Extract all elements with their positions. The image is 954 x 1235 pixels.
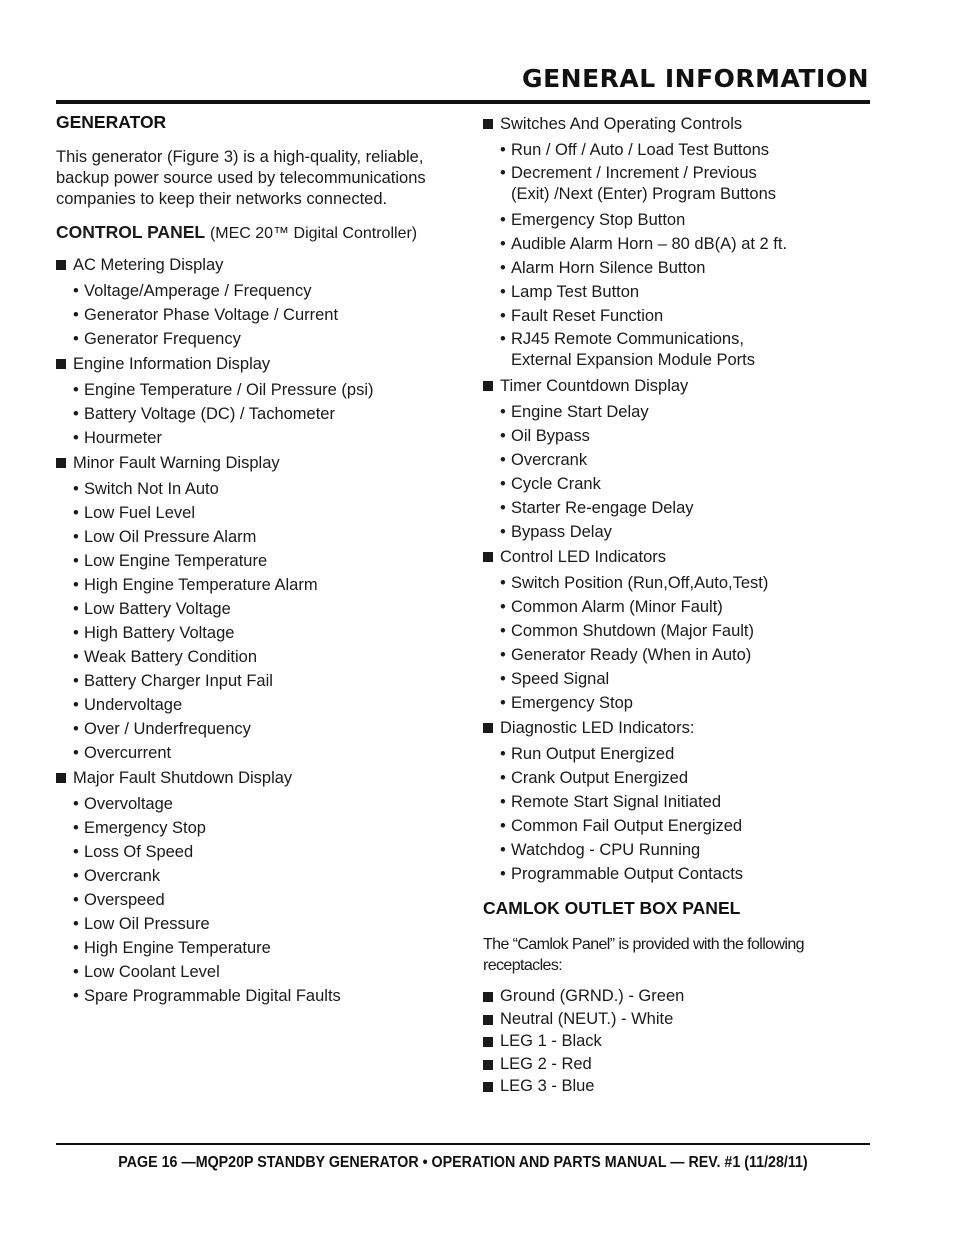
feature-sublist [56,279,456,351]
feature-group: Timer Countdown Display [483,374,883,398]
list-item: • Loss Of Speed [56,840,456,864]
feature-sublist-wrapper [483,742,883,886]
feature-sublist [56,477,456,765]
list-item: • Run Output Energized [483,742,883,766]
list-item: • Lamp Test Button [483,280,883,304]
list-item: • Engine Start Delay [483,400,883,424]
control-panel-heading [56,222,456,243]
list-item: • Common Alarm (Minor Fault) [483,595,883,619]
list-item: • Switch Position (Run,Off,Auto,Test) [483,571,883,595]
list-item: • RJ45 Remote Communications, External Expansion Module Ports [483,329,781,371]
feature-sublist-wrapper [56,477,456,765]
list-item: • Battery Charger Input Fail [56,669,456,693]
list-item: • Undervoltage [56,693,456,717]
list-item: • Fault Reset Function [483,304,883,328]
list-item: • Overcurrent [56,741,456,765]
list-item: • Spare Programmable Digital Faults [56,984,456,1008]
left-column [56,112,456,1009]
list-item: Neutral (NEUT.) - White [483,1008,883,1031]
page-title: GENERAL INFORMATION [522,64,869,93]
control-panel-title: CONTROL PANEL [56,222,206,242]
list-item: Ground (GRND.) - Green [483,985,883,1008]
list-item: • Weak Battery Condition [56,645,456,669]
list-item: • High Battery Voltage [56,621,456,645]
right-column [483,112,883,1098]
list-item: • Remote Start Signal Initiated [483,790,883,814]
header-rule [56,100,870,104]
feature-sublist [483,571,883,715]
feature-sublist-wrapper [483,138,883,371]
list-item: • Low Engine Temperature [56,549,456,573]
feature-group: AC Metering Display [56,253,456,277]
feature-sublist [483,742,883,886]
generator-description: This generator (Figure 3) is a high-quality, reliable, backup power source used by telecommunications companies to keep their networks connected. [56,148,426,208]
feature-sublist [483,138,883,371]
list-item: • Audible Alarm Horn – 80 dB(A) at 2 ft. [483,232,883,256]
list-item: • Low Oil Pressure [56,912,456,936]
list-item: • Over / Underfrequency [56,717,456,741]
list-item: LEG 2 - Red [483,1053,883,1076]
list-item: • Watchdog - CPU Running [483,838,883,862]
list-item: • Speed Signal [483,667,883,691]
list-item: • Low Coolant Level [56,960,456,984]
feature-list [56,253,456,1008]
list-item: • Hourmeter [56,426,456,450]
feature-group: Major Fault Shutdown Display [56,766,456,790]
list-item: • Low Oil Pressure Alarm [56,525,456,549]
list-item: • Common Shutdown (Major Fault) [483,619,883,643]
list-item: • Generator Frequency [56,327,456,351]
list-item: • Overcrank [483,448,883,472]
list-item: • Alarm Horn Silence Button [483,256,883,280]
list-item: • Overspeed [56,888,456,912]
list-item: • Low Battery Voltage [56,597,456,621]
feature-group: Diagnostic LED Indicators: [483,716,883,740]
feature-group: Control LED Indicators [483,545,883,569]
feature-sublist-wrapper [483,571,883,715]
list-item: • Common Fail Output Energized [483,814,883,838]
camlok-receptacle-list [483,985,883,1098]
list-item: • Crank Output Energized [483,766,883,790]
feature-sublist-wrapper [56,792,456,1008]
list-item: • Switch Not In Auto [56,477,456,501]
feature-list [483,112,883,886]
list-item: • Run / Off / Auto / Load Test Buttons [483,138,883,162]
feature-group: Minor Fault Warning Display [56,451,456,475]
list-item: • Generator Ready (When in Auto) [483,643,883,667]
camlok-heading: CAMLOK OUTLET BOX PANEL [483,898,741,918]
list-item: LEG 1 - Black [483,1030,883,1053]
control-panel-subtitle: (MEC 20™ Digital Controller) [209,225,418,242]
list-item: • Programmable Output Contacts [483,862,883,886]
camlok-intro: The “Camlok Panel” is provided with the following receptacles: [483,936,804,974]
list-item: • Emergency Stop [56,816,456,840]
feature-group: Switches And Operating Controls [483,112,883,136]
list-item: • Generator Phase Voltage / Current [56,303,456,327]
list-item: • Low Fuel Level [56,501,456,525]
generator-heading: GENERATOR [56,112,167,132]
list-item: • Overcrank [56,864,456,888]
list-item: • Engine Temperature / Oil Pressure (psi) [56,378,456,402]
feature-sublist-wrapper [56,378,456,450]
feature-group: Engine Information Display [56,352,456,376]
list-item: • Bypass Delay [483,520,883,544]
feature-sublist-wrapper [483,400,883,544]
list-item: • Decrement / Increment / Previous (Exit) /Next (Enter) Program Buttons [483,163,781,205]
feature-sublist [483,400,883,544]
footer-rule [56,1143,870,1145]
list-item: • Voltage/Amperage / Frequency [56,279,456,303]
list-item: • Cycle Crank [483,472,883,496]
feature-sublist [56,792,456,1008]
list-item: • Battery Voltage (DC) / Tachometer [56,402,456,426]
feature-sublist [56,378,456,450]
list-item: • Emergency Stop [483,691,883,715]
list-item: • High Engine Temperature [56,936,456,960]
page-footer: PAGE 16 —MQP20P STANDBY GENERATOR • OPERATION AND PARTS MANUAL — REV. #1 (11/28/11) [118,1154,808,1171]
list-item: LEG 3 - Blue [483,1075,883,1098]
list-item: • Overvoltage [56,792,456,816]
list-item: • High Engine Temperature Alarm [56,573,456,597]
list-item: • Oil Bypass [483,424,883,448]
feature-sublist-wrapper [56,279,456,351]
list-item: • Starter Re-engage Delay [483,496,883,520]
list-item: • Emergency Stop Button [483,208,883,232]
